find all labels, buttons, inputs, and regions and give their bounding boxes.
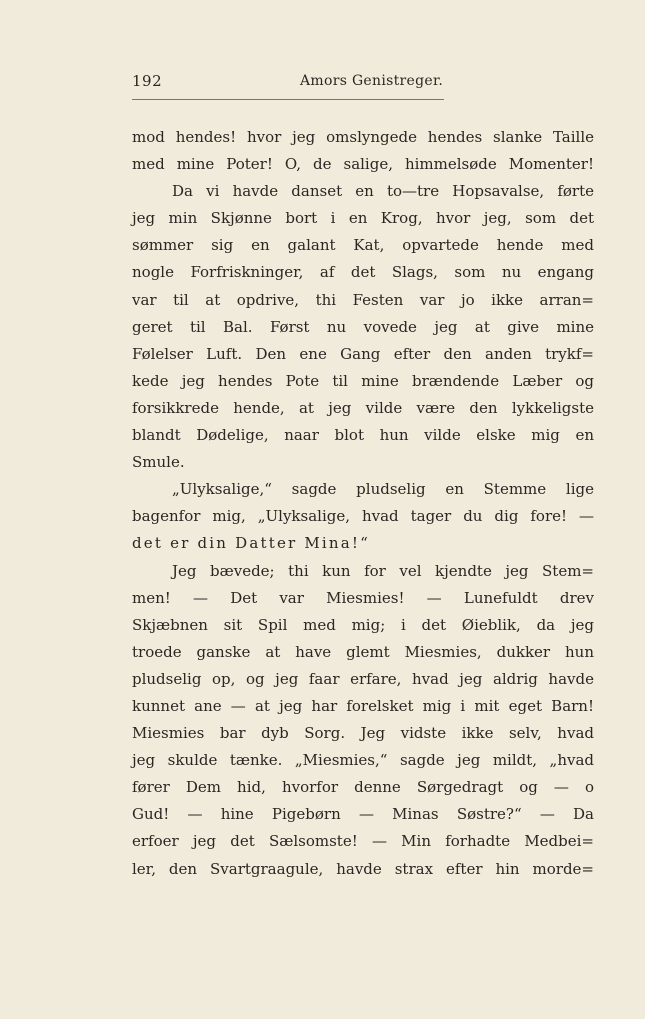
text-line: jeg skulde tænke. „Miesmies,“ sagde jeg mildt, „hvad xyxy=(132,751,594,770)
text-line: Da vi havde danset en to—tre Hopsavalse, førte xyxy=(172,182,594,201)
text-line: troede ganske at have glemt Miesmies, dukker hun xyxy=(132,642,594,661)
text-line: jeg min Skjønne bort i en Krog, hvor jeg, som det xyxy=(132,209,594,228)
text-line: Miesmies bar dyb Sorg. Jeg vidste ikke selv, hvad xyxy=(132,724,594,743)
text-line: forsikkrede hende, at jeg vilde være den lykkeligste xyxy=(132,398,594,417)
page-number: 192 xyxy=(132,72,163,90)
page-header xyxy=(132,72,444,98)
text-line: men! — Det var Miesmies! — Lunefuldt drev xyxy=(132,588,594,607)
text-line: erfoer jeg det Sælsomste! — Min forhadte Medbei= xyxy=(132,832,594,851)
text-line: ler, den Svartgraagule, havde strax efter hin morde= xyxy=(132,859,594,878)
text-line: kunnet ane — at jeg har forelsket mig i mit eget Barn! xyxy=(132,696,594,715)
text-line: Smule. xyxy=(132,453,185,472)
text-line: Skjæbnen sit Spil med mig; i det Øieblik, da jeg xyxy=(132,615,594,634)
text-line: var til at opdrive, thi Festen var jo ikke arran= xyxy=(132,290,594,309)
text-line: bagenfor mig, „Ulyksalige, hvad tager du dig fore! — xyxy=(132,507,594,526)
body-text xyxy=(132,124,594,883)
text-line: Følelser Luft. Den ene Gang efter den anden trykf= xyxy=(132,344,594,363)
text-line: sømmer sig en galant Kat, opvartede hende med xyxy=(132,236,594,255)
text-line: fører Dem hid, hvorfor denne Sørgedragt og — o xyxy=(132,778,594,797)
text-line: Gud! — hine Pigebørn — Minas Søstre?“ — Da xyxy=(132,805,594,824)
text-line: blandt Dødelige, naar blot hun vilde elske mig en xyxy=(132,426,594,445)
text-line: mod hendes! hvor jeg omslyngede hendes slanke Taille xyxy=(132,128,594,146)
text-line: nogle Forfriskninger, af det Slags, som nu engang xyxy=(132,263,594,282)
text-line: geret til Bal. Først nu vovede jeg at give mine xyxy=(132,317,594,336)
text-line: Jeg bævede; thi kun for vel kjendte jeg Stem= xyxy=(172,561,594,580)
text-line: det er din Datter Mina!“ xyxy=(132,534,371,553)
text-line: pludselig op, og jeg faar erfare, hvad jeg aldrig havde xyxy=(132,669,594,688)
text-line: med mine Poter! O, de salige, himmelsøde Momenter! xyxy=(132,155,594,174)
text-line: kede jeg hendes Pote til mine brændende Læber og xyxy=(132,371,594,390)
header-rule xyxy=(132,99,444,100)
text-line: „Ulyksalige,“ sagde pludselig en Stemme lige xyxy=(172,480,594,499)
running-title: Amors Genistreger. xyxy=(300,73,444,89)
